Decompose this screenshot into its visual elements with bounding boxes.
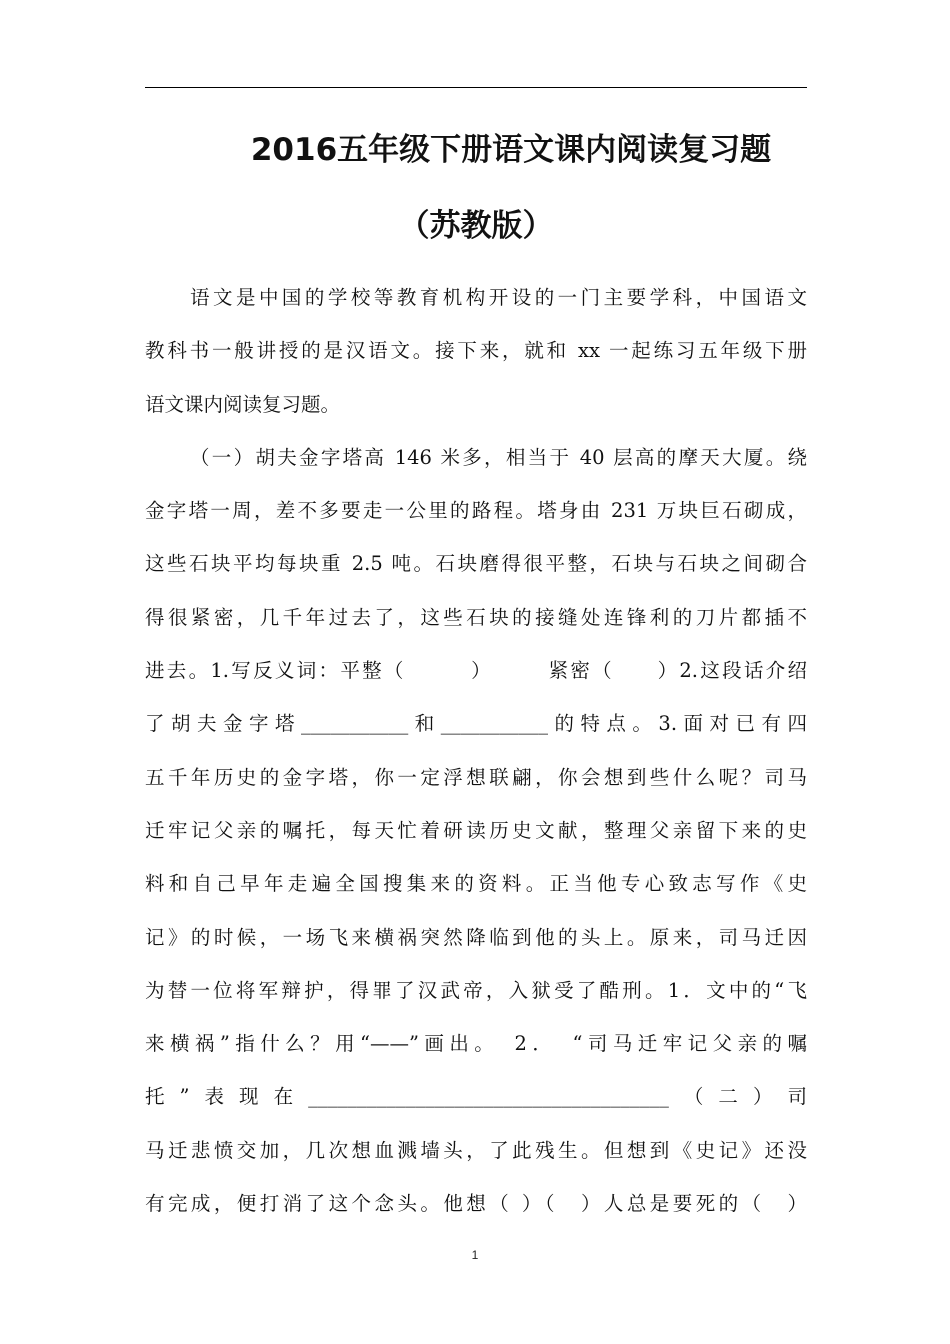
body-line: 金字塔一周，差不多要走一公里的路程。塔身由 231 万块巨石砌成， — [145, 499, 807, 523]
body-line: 进去。1.写反义词：平整（ ） 紧密（ ）2.这段话介绍 — [145, 659, 807, 683]
body-line: 得很紧密，几千年过去了，这些石块的接缝处连锋利的刀片都插不 — [145, 605, 807, 629]
body-line: 语文是中国的学校等教育机构开设的一门主要学科，中国语文 — [190, 286, 807, 309]
body-line: （一）胡夫金字塔高 146 米多，相当于 40 层高的摩天大厦。绕 — [190, 445, 807, 469]
document-subtitle: （苏教版） — [398, 208, 554, 244]
body-line: 为替一位将军辩护，得罪了汉武帝，入狱受了酷刑。1．文中的“飞 — [145, 978, 807, 1002]
body-line: 记》的时候，一场飞来横祸突然降临到他的头上。原来，司马迁因 — [145, 925, 807, 949]
body-line: 迁牢记父亲的嘱托，每天忙着研读历史文献，整理父亲留下来的史 — [145, 818, 807, 842]
body-line: 教科书一般讲授的是汉语文。接下来，就和 xx 一起练习五年级下册 — [145, 339, 807, 363]
page-number: 1 — [471, 1248, 479, 1262]
header-rule — [145, 87, 807, 88]
document-body — [145, 278, 807, 1237]
body-line: 五千年历史的金字塔，你一定浮想联翩，你会想到些什么呢？司马 — [145, 765, 807, 789]
body-line: 料和自己早年走遍全国搜集来的资料。正当他专心致志写作《史 — [145, 872, 807, 896]
document-title: 2016五年级下册语文课内阅读复习题 — [250, 132, 772, 168]
body-line: 马迁悲愤交加，几次想血溅墙头，了此残生。但想到《史记》还没 — [145, 1138, 807, 1162]
body-line: 有完成，便打消了这个念头。他想（ ）（ ）人总是要死的（ ） — [145, 1192, 807, 1216]
body-line: 语文课内阅读复习题。 — [145, 392, 341, 416]
body-line: 了胡夫金字塔___________和___________的特点。3.面对已有四 — [145, 712, 807, 736]
body-line: 这些石块平均每块重 2.5 吨。石块磨得很平整，石块与石块之间砌合 — [145, 552, 807, 576]
body-line: 来横祸”指什么？用“——”画出。 2． “司马迁牢记父亲的嘱 — [145, 1032, 807, 1056]
body-line: 托”表现在_____________________________________（二）司 — [145, 1085, 807, 1109]
